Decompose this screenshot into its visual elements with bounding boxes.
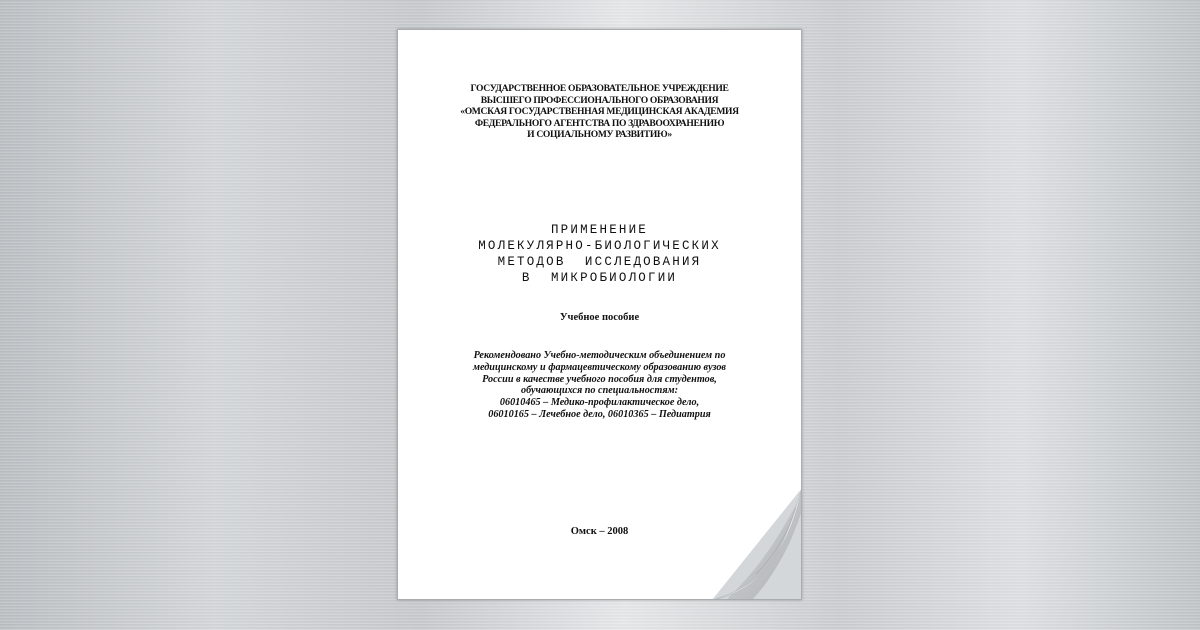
header-line: ВЫСШЕГО ПРОФЕССИОНАЛЬНОГО ОБРАЗОВАНИЯ xyxy=(480,94,719,106)
recommendation-text xyxy=(398,350,801,421)
recommendation-line: 06010165 – Лечебное дело, 06010365 – Педиатрия xyxy=(488,408,711,420)
title-line: МОЛЕКУЛЯРНО-БИОЛОГИЧЕСКИХ xyxy=(478,239,721,253)
institution-header xyxy=(398,83,801,141)
page-curl-icon xyxy=(712,480,802,600)
header-line: ГОСУДАРСТВЕННОЕ ОБРАЗОВАТЕЛЬНОЕ УЧРЕЖДЕНИЕ xyxy=(470,83,729,94)
document-page xyxy=(397,29,802,600)
header-line: «ОМСКАЯ ГОСУДАРСТВЕННАЯ МЕДИЦИНСКАЯ АКАДЕМИЯ xyxy=(460,106,739,118)
recommendation-line: медицинскому и фармацевтическому образованию вузов xyxy=(473,361,726,373)
header-line: И СОЦИАЛЬНОМУ РАЗВИТИЮ» xyxy=(527,129,672,141)
title-line: МЕТОДОВ ИССЛЕДОВАНИЯ xyxy=(497,255,702,269)
document-subtitle: Учебное пособие xyxy=(559,312,640,323)
recommendation-line: Рекомендовано Учебно-методическим объединением по xyxy=(473,350,726,361)
document-title xyxy=(398,222,801,286)
header-line: ФЕДЕРАЛЬНОГО АГЕНТСТВА ПО ЗДРАВООХРАНЕНИЮ xyxy=(474,117,725,129)
city-year-footer: Омск – 2008 xyxy=(570,526,629,537)
recommendation-line: 06010465 – Медико-профилактическое дело, xyxy=(499,397,700,409)
recommendation-line: России в качестве учебного пособия для студентов, xyxy=(482,373,717,385)
recommendation-line: обучающихся по специальностям: xyxy=(520,385,678,397)
title-line: ПРИМЕНЕНИЕ xyxy=(550,223,648,237)
title-line: В МИКРОБИОЛОГИИ xyxy=(521,271,678,285)
